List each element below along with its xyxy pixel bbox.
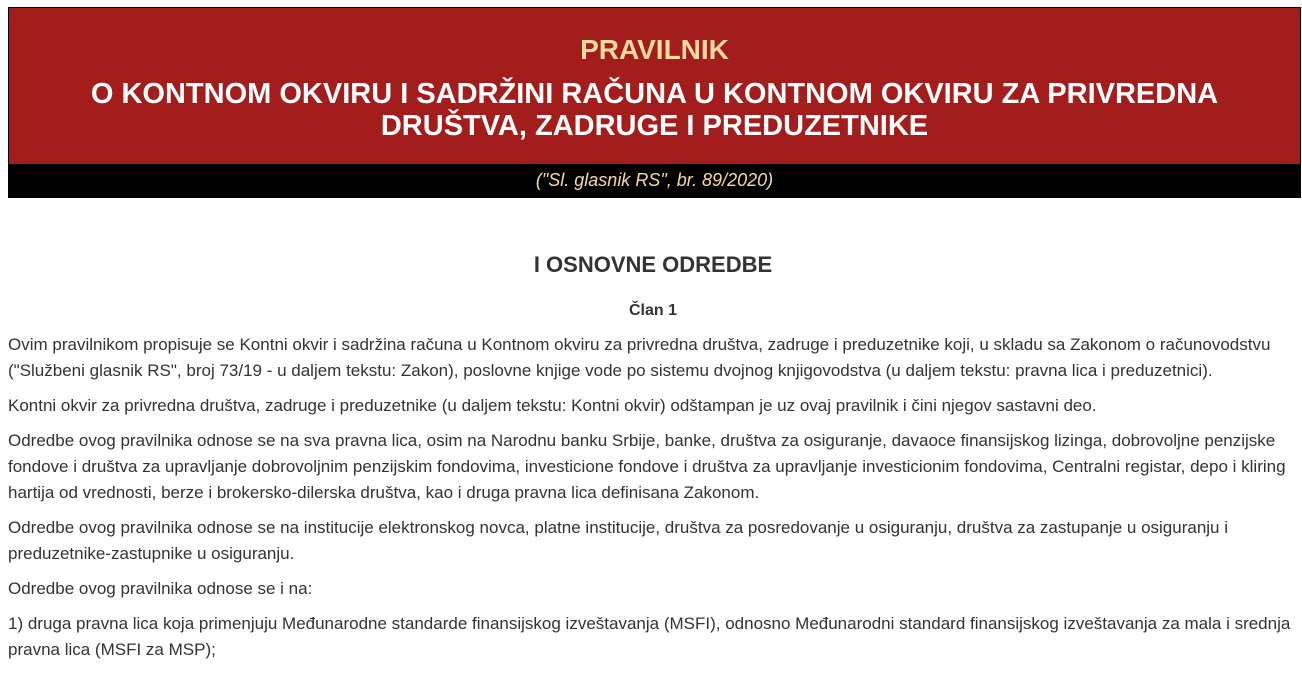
document-title: O KONTNOM OKVIRU I SADRŽINI RAČUNA U KONTNOM OKVIRU ZA PRIVREDNA DRUŠTVA, ZADRUGE I PREDUZETNIKE (90, 78, 1219, 142)
article-title: Član 1 (628, 302, 677, 319)
header-title-band (9, 8, 1300, 164)
document-type-label: PRAVILNIK (580, 34, 729, 65)
document-header (8, 7, 1301, 198)
article-paragraph: Ovim pravilnikom propisuje se Kontni okvir i sadržina računa u Kontnom okviru za privredna društva, zadruge i preduzetnike koji, u skladu sa Zakonom o računovodstvu ("Službeni glasnik RS", broj 73/19 - u daljem tekstu: Zakon), poslovne knjige vode po sistemu dvojnog knjigovodstva (u daljem tekstu: pravna lica i preduzetnici). (8, 335, 1271, 380)
article-list-item: 1) druga pravna lica koja primenjuju Međunarodne standarde finansijskog izveštavanja (MSFI), odnosno Međunarodni standard finansijskog izveštavanja za mala i srednja pravna lica (MSFI za MSP); (8, 614, 1291, 659)
article-paragraph: Odredbe ovog pravilnika odnose se i na: (8, 579, 313, 598)
article-paragraph: Odredbe ovog pravilnika odnose se na sva pravna lica, osim na Narodnu banku Srbije, banke, društva za osiguranje, davaoce finansijskog lizinga, dobrovoljne penzijske fondove i društva za upravljanje dobrovoljnim penzijskim fondovima, investicione fondove i društva za upravljanje investicionim fondovima, Centralni registar, depo i kliring hartija od vrednosti, berze i brokersko-dilerska društva, kao i druga pravna lica definisana Zakonom. (8, 431, 1286, 502)
document-body (8, 250, 1298, 663)
article-paragraph: Odredbe ovog pravilnika odnose se na institucije elektronskog novca, platne institucije, društva za posredovanje u osiguranju, društva za zastupanje u osiguranju i preduzetnike-zastupnike u osiguranju. (8, 518, 1229, 563)
gazette-reference: ("Sl. glasnik RS", br. 89/2020) (535, 170, 774, 190)
article-paragraph: Kontni okvir za privredna društva, zadruge i preduzetnike (u daljem tekstu: Kontni okvir) odštampan je uz ovaj pravilnik i čini njegov sastavni deo. (8, 396, 1097, 415)
section-title: I OSNOVNE ODREDBE (533, 252, 773, 277)
gazette-reference-band (9, 164, 1300, 197)
